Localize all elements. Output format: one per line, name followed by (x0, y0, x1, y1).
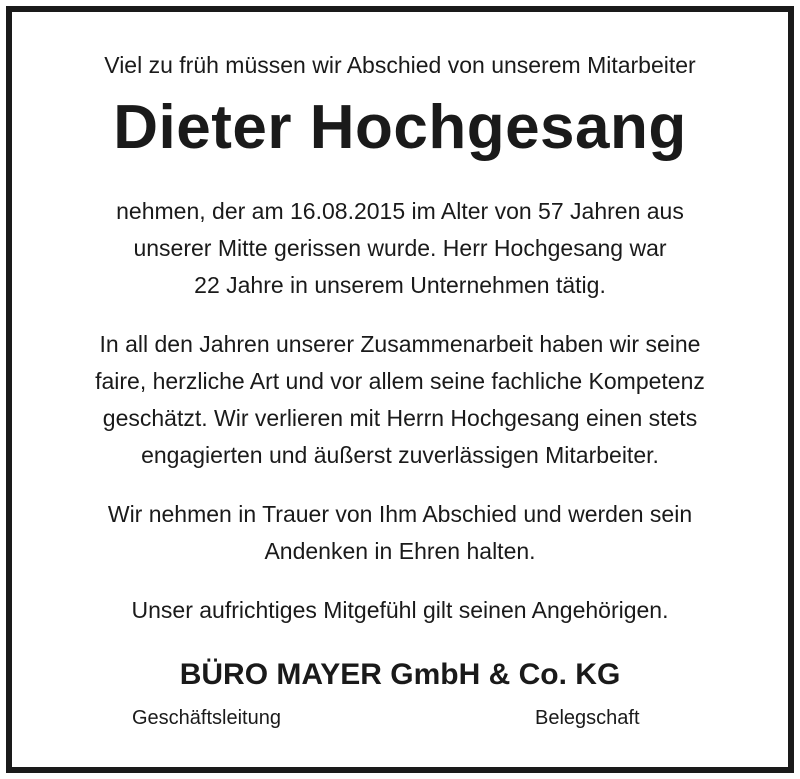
paragraph2-line4: engagierten und äußerst zuverlässigen Mitarbeiter. (141, 442, 659, 468)
intro-text: Viel zu früh müssen wir Abschied von unserem Mitarbeiter (104, 52, 696, 78)
paragraph3-line2: Andenken in Ehren halten. (264, 538, 536, 564)
company-name: BÜRO MAYER GmbH & Co. KG (179, 658, 621, 691)
deceased-name: Dieter Hochgesang (113, 93, 687, 162)
paragraph2-line1: In all den Jahren unserer Zusammenarbeit haben wir seine (99, 331, 701, 357)
paragraph1-line2: unserer Mitte gerissen wurde. Herr Hochgesang war (133, 235, 667, 261)
paragraph1-line1: nehmen, der am 16.08.2015 im Alter von 57 Jahren aus (116, 198, 684, 224)
paragraph2-line3: geschätzt. Wir verlieren mit Herrn Hochgesang einen stets (102, 405, 698, 431)
condolence-text: Unser aufrichtiges Mitgefühl gilt seinen Angehörigen. (131, 597, 669, 623)
signature-staff: Belegschaft (535, 707, 640, 729)
paragraph1-line3: 22 Jahre in unserem Unternehmen tätig. (194, 272, 606, 298)
paragraph2-line2: faire, herzliche Art und vor allem seine fachliche Kompetenz (95, 368, 705, 394)
paragraph3-line1: Wir nehmen in Trauer von Ihm Abschied und werden sein (107, 501, 693, 527)
signature-management: Geschäftsleitung (132, 707, 281, 729)
